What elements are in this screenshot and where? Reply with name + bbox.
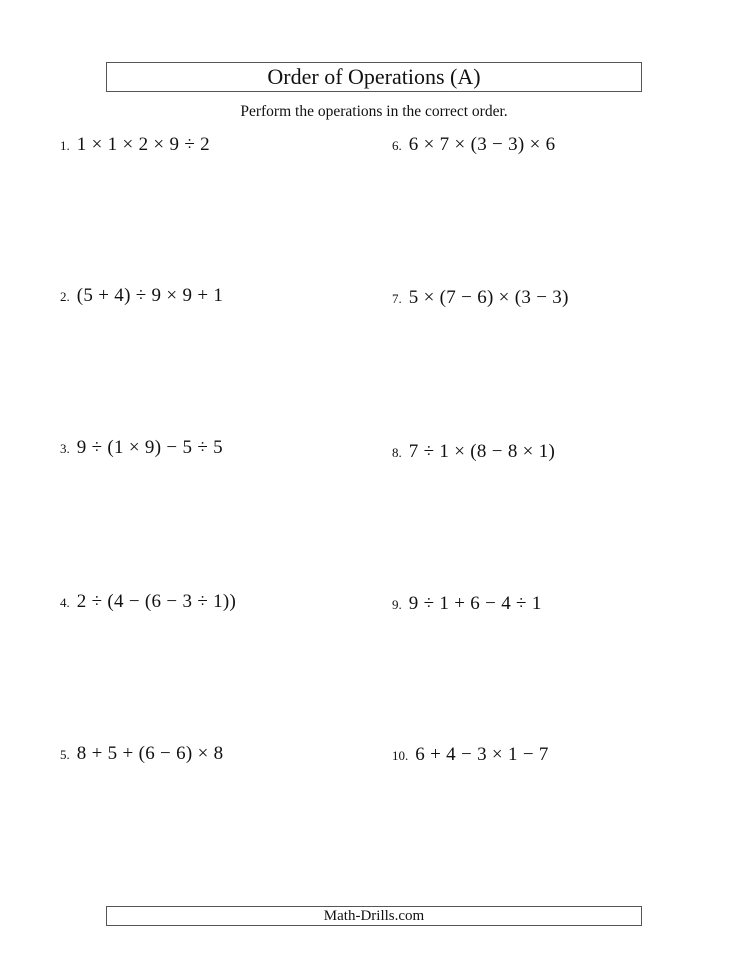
footer-box: [106, 906, 642, 926]
problem-5: [60, 743, 223, 765]
worksheet-instructions: Perform the operations in the correct order.: [240, 103, 508, 120]
problem-number: 10.: [392, 748, 409, 763]
problem-expression: (5 + 4) ÷ 9 × 9 + 1: [76, 285, 224, 306]
problem-9: [392, 593, 542, 615]
problem-number: 5.: [60, 747, 70, 762]
problem-2: [60, 285, 223, 307]
worksheet-title: Order of Operations (A): [267, 64, 481, 89]
problem-4: [60, 591, 236, 613]
problem-number: 3.: [60, 441, 70, 456]
problem-expression: 5 × (7 − 6) × (3 − 3): [408, 287, 569, 308]
problem-3: [60, 437, 223, 459]
problem-expression: 2 ÷ (4 − (6 − 3 ÷ 1)): [76, 591, 237, 612]
problem-expression: 9 ÷ (1 × 9) − 5 ÷ 5: [76, 437, 223, 458]
problem-number: 9.: [392, 597, 402, 612]
problem-6: [392, 134, 555, 156]
problem-number: 7.: [392, 291, 402, 306]
problem-expression: 8 + 5 + (6 − 6) × 8: [76, 743, 224, 764]
worksheet-title-box: [106, 62, 642, 92]
problem-7: [392, 287, 569, 309]
problem-8: [392, 441, 555, 463]
problem-number: 2.: [60, 289, 70, 304]
problem-1: [60, 134, 210, 156]
problem-number: 4.: [60, 595, 70, 610]
problem-10: [392, 744, 549, 766]
problem-number: 8.: [392, 445, 402, 460]
problem-number: 6.: [392, 138, 402, 153]
problem-expression: 7 ÷ 1 × (8 − 8 × 1): [408, 441, 556, 462]
problem-expression: 6 × 7 × (3 − 3) × 6: [408, 134, 556, 155]
problem-expression: 1 × 1 × 2 × 9 ÷ 2: [76, 134, 210, 155]
footer-site-name: Math-Drills.com: [323, 907, 425, 924]
problem-expression: 9 ÷ 1 + 6 − 4 ÷ 1: [408, 593, 542, 614]
problem-expression: 6 + 4 − 3 × 1 − 7: [415, 744, 549, 765]
problem-number: 1.: [60, 138, 70, 153]
